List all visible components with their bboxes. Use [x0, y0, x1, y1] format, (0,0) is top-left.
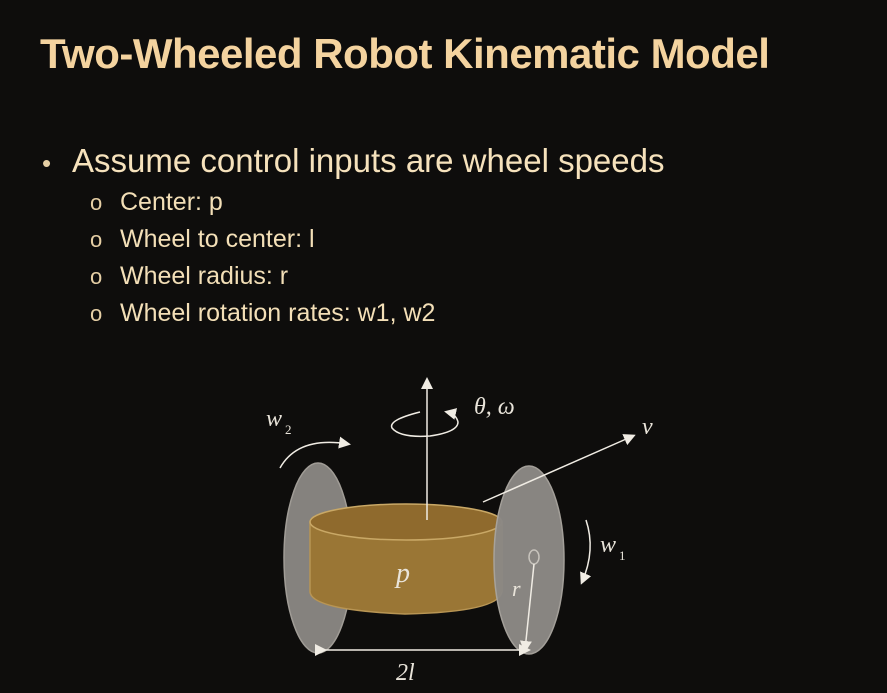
w2-subscript: 2: [285, 422, 292, 437]
bullet-list: [42, 142, 665, 332]
velocity-label: v: [642, 414, 653, 440]
sub-bullet-text: Wheel to center: l: [120, 225, 315, 253]
bullet-text: Assume control inputs are wheel speeds: [72, 142, 665, 179]
radius-r-label: r: [512, 576, 521, 601]
velocity-arrow: [483, 436, 633, 502]
sub-bullet-marker: o: [90, 301, 103, 326]
w1-label: w: [600, 532, 617, 558]
w1-subscript: 1: [619, 548, 626, 563]
rotation-arc: [392, 412, 458, 436]
sub-bullet-text: Center: p: [120, 188, 223, 216]
sub-bullet-item: [90, 295, 665, 332]
sub-bullet-item: [90, 221, 665, 258]
sub-bullet-item: [90, 258, 665, 295]
slide-title: Two-Wheeled Robot Kinematic Model: [40, 30, 770, 77]
sub-bullet-marker: o: [90, 264, 103, 289]
w2-label: w: [266, 406, 283, 432]
bullet-main-line: [42, 142, 665, 180]
bullet-marker: •: [42, 148, 52, 178]
robot-diagram-svg: [240, 370, 680, 693]
w1-rotation-arrow: [582, 520, 590, 582]
bullet-item: [42, 142, 665, 332]
sub-bullet-list: [90, 184, 665, 332]
sub-bullet-marker: o: [90, 190, 103, 215]
theta-omega-label: θ, ω: [474, 394, 515, 420]
sub-bullet-marker: o: [90, 227, 103, 252]
robot-body-top: [310, 504, 502, 540]
sub-bullet-item: [90, 184, 665, 221]
sub-bullet-text: Wheel rotation rates: w1, w2: [120, 299, 436, 327]
center-p-label: p: [396, 558, 410, 589]
sub-bullet-text: Wheel radius: r: [120, 262, 289, 290]
two-l-label: 2l: [396, 660, 415, 686]
robot-diagram: [240, 370, 680, 693]
